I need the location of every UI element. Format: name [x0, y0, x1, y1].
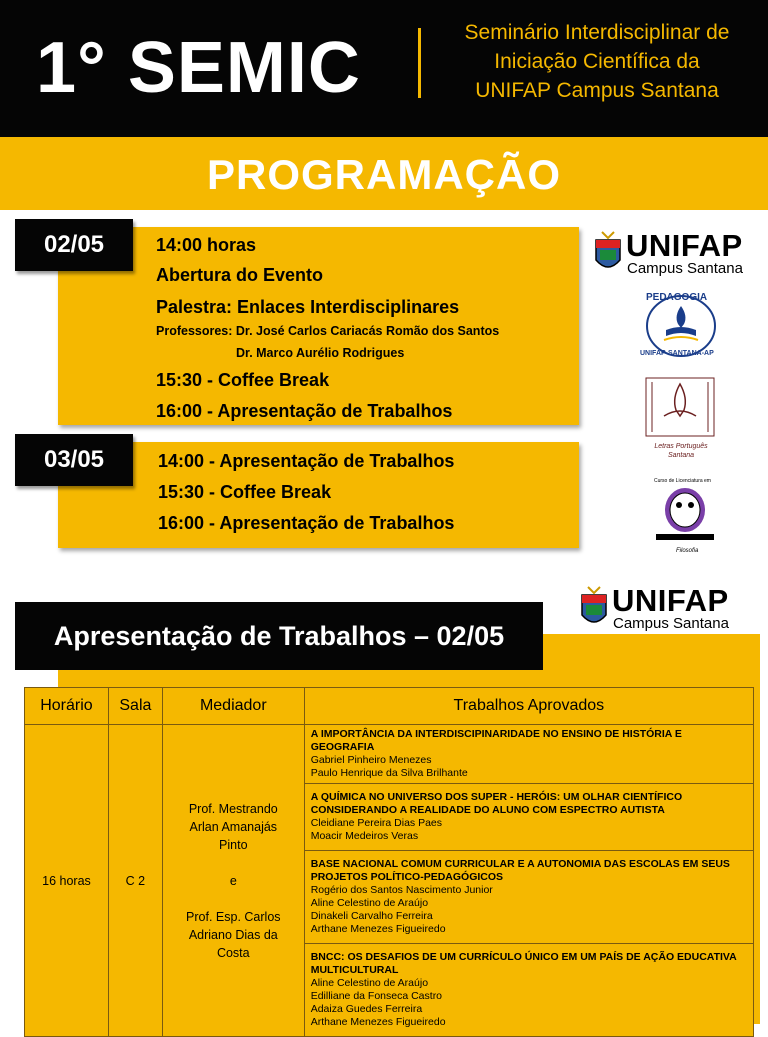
presentation-title: Apresentação de Trabalhos – 02/05: [15, 602, 543, 670]
subtitle-line: Iniciação Científica da: [494, 50, 700, 73]
programacao-title: PROGRAMAÇÃO: [207, 151, 561, 198]
day1-coffee: 15:30 - Coffee Break: [156, 370, 330, 390]
table-row: [25, 725, 754, 784]
work-author: Paulo Henrique da Silva Brilhante: [310, 767, 468, 779]
work-author: Gabriel Pinheiro Menezes: [310, 754, 432, 766]
event-subtitle: [436, 18, 758, 105]
unifap-name: UNIFAP: [626, 228, 743, 263]
mediator-line: Pinto: [219, 837, 248, 852]
filosofia-logo-icon: [648, 478, 722, 550]
unifap-crest-icon: [594, 230, 622, 276]
column-header: Trabalhos Aprovados: [304, 688, 753, 725]
work-author: Moacir Medeiros Veras: [310, 830, 419, 842]
work-author: Cleidiane Pereira Dias Paes: [310, 817, 443, 829]
pedagogia-top-label: PEDAGOGIA: [646, 292, 708, 303]
day2-item: 14:00 - Apresentação de Trabalhos: [158, 451, 455, 471]
work-author: Rogério dos Santos Nascimento Junior: [310, 884, 493, 896]
mediator-line: Arlan Amanajás: [189, 819, 278, 834]
work-author: Aline Celestino de Araújo: [310, 977, 429, 989]
schedule-table: [24, 687, 754, 1037]
day1-lecture: Palestra: Enlaces Interdisciplinares: [156, 297, 460, 317]
unifap-campus: Campus Santana: [627, 260, 743, 277]
mediator-line: Prof. Esp. Carlos: [186, 909, 281, 924]
unifap-logo-2: [580, 583, 750, 633]
work-cell: [304, 784, 753, 851]
work-author: Dinakeli Carvalho Ferreira: [310, 910, 433, 922]
unifap-name: UNIFAP: [612, 583, 729, 618]
day1-presentations: 16:00 - Apresentação de Trabalhos: [156, 401, 453, 421]
work-author: Aline Celestino de Araújo: [310, 897, 429, 909]
pedagogia-bottom-label: UNIFAP-SANTANA-AP: [640, 350, 714, 357]
mediator-line: Costa: [216, 945, 250, 960]
letras-label: Letras Português Santana: [654, 443, 708, 459]
table-header-row: [25, 688, 754, 725]
work-title: BNCC: OS DESAFIOS DE UM CURRÍCULO ÚNICO EM UM PAÍS DE AÇÃO EDUCATIVA MULTICULTURAL: [310, 951, 737, 976]
work-title: A QUÍMICA NO UNIVERSO DOS SUPER - HERÓIS: UM OLHAR CIENTÍFICO CONSIDERANDO A REALIDADE DO ALUNO COM ESPECTRO AUTISTA: [310, 791, 683, 816]
mediator-spacer: [164, 890, 303, 908]
unifap-crest-icon: [580, 585, 608, 631]
day2-item: 15:30 - Coffee Break: [158, 482, 332, 502]
mediador-cell: [162, 725, 304, 1037]
work-cell: [304, 851, 753, 944]
unifap-campus: Campus Santana: [613, 615, 729, 632]
header-divider: [418, 28, 421, 98]
day1-professors-2: Dr. Marco Aurélio Rodrigues: [236, 346, 405, 360]
column-header: Mediador: [162, 688, 304, 725]
subtitle-line: Seminário Interdisciplinar de: [464, 21, 730, 44]
day1-opening: Abertura do Evento: [156, 265, 324, 285]
work-cell: [304, 725, 753, 784]
work-author: Arthane Menezes Figueiredo: [310, 1016, 446, 1028]
day1-date: 02/05: [15, 219, 133, 271]
filosofia-bottom-label: Filosofia: [676, 548, 699, 554]
work-author: Adaiza Guedes Ferreira: [310, 1003, 423, 1015]
letras-logo-icon: [644, 376, 716, 438]
work-title: A IMPORTÂNCIA DA INTERDISCIPINARIDADE NO ENSINO DE HISTÓRIA E GEOGRAFIA: [310, 728, 682, 753]
work-author: Edilliane da Fonseca Castro: [310, 990, 443, 1002]
work-author: Arthane Menezes Figueiredo: [310, 923, 446, 935]
day2-item: 16:00 - Apresentação de Trabalhos: [158, 513, 455, 533]
filosofia-top-label: Curso de Licenciatura em: [654, 478, 711, 484]
subtitle-line: UNIFAP Campus Santana: [475, 79, 719, 102]
unifap-logo: [594, 228, 764, 278]
sala-cell: C 2: [108, 725, 162, 1037]
work-cell: [304, 944, 753, 1037]
mediator-spacer: [164, 854, 303, 872]
column-header: Sala: [108, 688, 162, 725]
day1-time: 14:00 horas: [156, 235, 257, 255]
mediator-line: e: [229, 873, 237, 888]
day1-professors: Professores: Dr. José Carlos Cariacás Romão dos Santos: [156, 324, 500, 338]
mediator-line: Prof. Mestrando: [188, 801, 278, 816]
column-header: Horário: [25, 688, 109, 725]
horario-cell: 16 horas: [25, 725, 109, 1037]
work-title: BASE NACIONAL COMUM CURRICULAR E A AUTONOMIA DAS ESCOLAS EM SEUS PROJETOS POLÍTICO-PEDAGÓGICOS: [310, 858, 730, 883]
day2-date: 03/05: [15, 434, 133, 486]
event-title: 1° SEMIC: [36, 28, 361, 108]
mediator-line: Adriano Dias da: [188, 927, 278, 942]
